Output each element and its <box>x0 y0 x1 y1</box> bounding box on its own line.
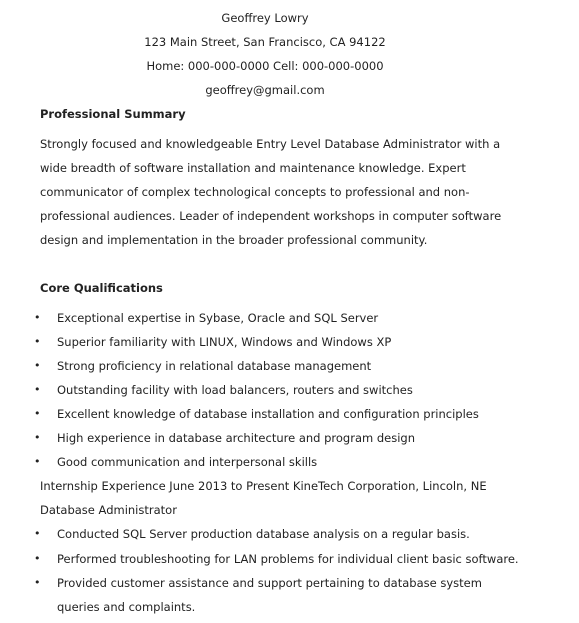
address-line: 123 Main Street, San Francisco, CA 94122 <box>144 35 386 49</box>
email-line: geoffrey@gmail.com <box>205 83 325 97</box>
qualification-item: Superior familiarity with LINUX, Windows and Windows XP <box>57 335 392 349</box>
bullet-icon: • <box>34 335 41 348</box>
experience-item: Provided customer assistance and support pertaining to database system <box>57 576 482 590</box>
experience-title-line: Internship Experience June 2013 to Present KineTech Corporation, Lincoln, NE <box>40 479 487 493</box>
bullet-icon: • <box>34 407 41 420</box>
bullet-icon: • <box>34 527 41 540</box>
qualification-item: Strong proficiency in relational database management <box>57 359 372 373</box>
bullet-icon: • <box>34 431 41 444</box>
qualification-item: Excellent knowledge of database installation and configuration principles <box>57 407 479 421</box>
bullet-icon: • <box>34 552 41 565</box>
qualifications-heading: Core Qualifications <box>40 281 163 295</box>
bullet-icon: • <box>34 455 41 468</box>
summary-line: Strongly focused and knowledgeable Entry Level Database Administrator with a <box>40 137 501 151</box>
summary-line: communicator of complex technological concepts to professional and non- <box>40 185 470 199</box>
experience-item: Conducted SQL Server production database analysis on a regular basis. <box>57 527 470 541</box>
bullet-icon: • <box>34 359 41 372</box>
summary-line: design and implementation in the broader professional community. <box>40 233 428 247</box>
bullet-icon: • <box>34 576 41 589</box>
experience-item-continuation: queries and complaints. <box>57 600 196 614</box>
qualification-item: Outstanding facility with load balancers, routers and switches <box>57 383 413 397</box>
phone-line: Home: 000-000-0000 Cell: 000-000-0000 <box>146 59 384 73</box>
qualification-item: Exceptional expertise in Sybase, Oracle and SQL Server <box>57 311 379 325</box>
candidate-name: Geoffrey Lowry <box>221 11 309 25</box>
summary-heading: Professional Summary <box>40 107 186 121</box>
experience-item: Performed troubleshooting for LAN problems for individual client basic software. <box>57 552 519 566</box>
job-title: Database Administrator <box>40 503 177 517</box>
bullet-icon: • <box>34 311 41 324</box>
summary-line: professional audiences. Leader of independent workshops in computer software <box>40 209 502 223</box>
bullet-icon: • <box>34 383 41 396</box>
qualification-item: Good communication and interpersonal skills <box>57 455 318 469</box>
qualification-item: High experience in database architecture and program design <box>57 431 416 445</box>
summary-line: wide breadth of software installation and maintenance knowledge. Expert <box>40 161 466 175</box>
